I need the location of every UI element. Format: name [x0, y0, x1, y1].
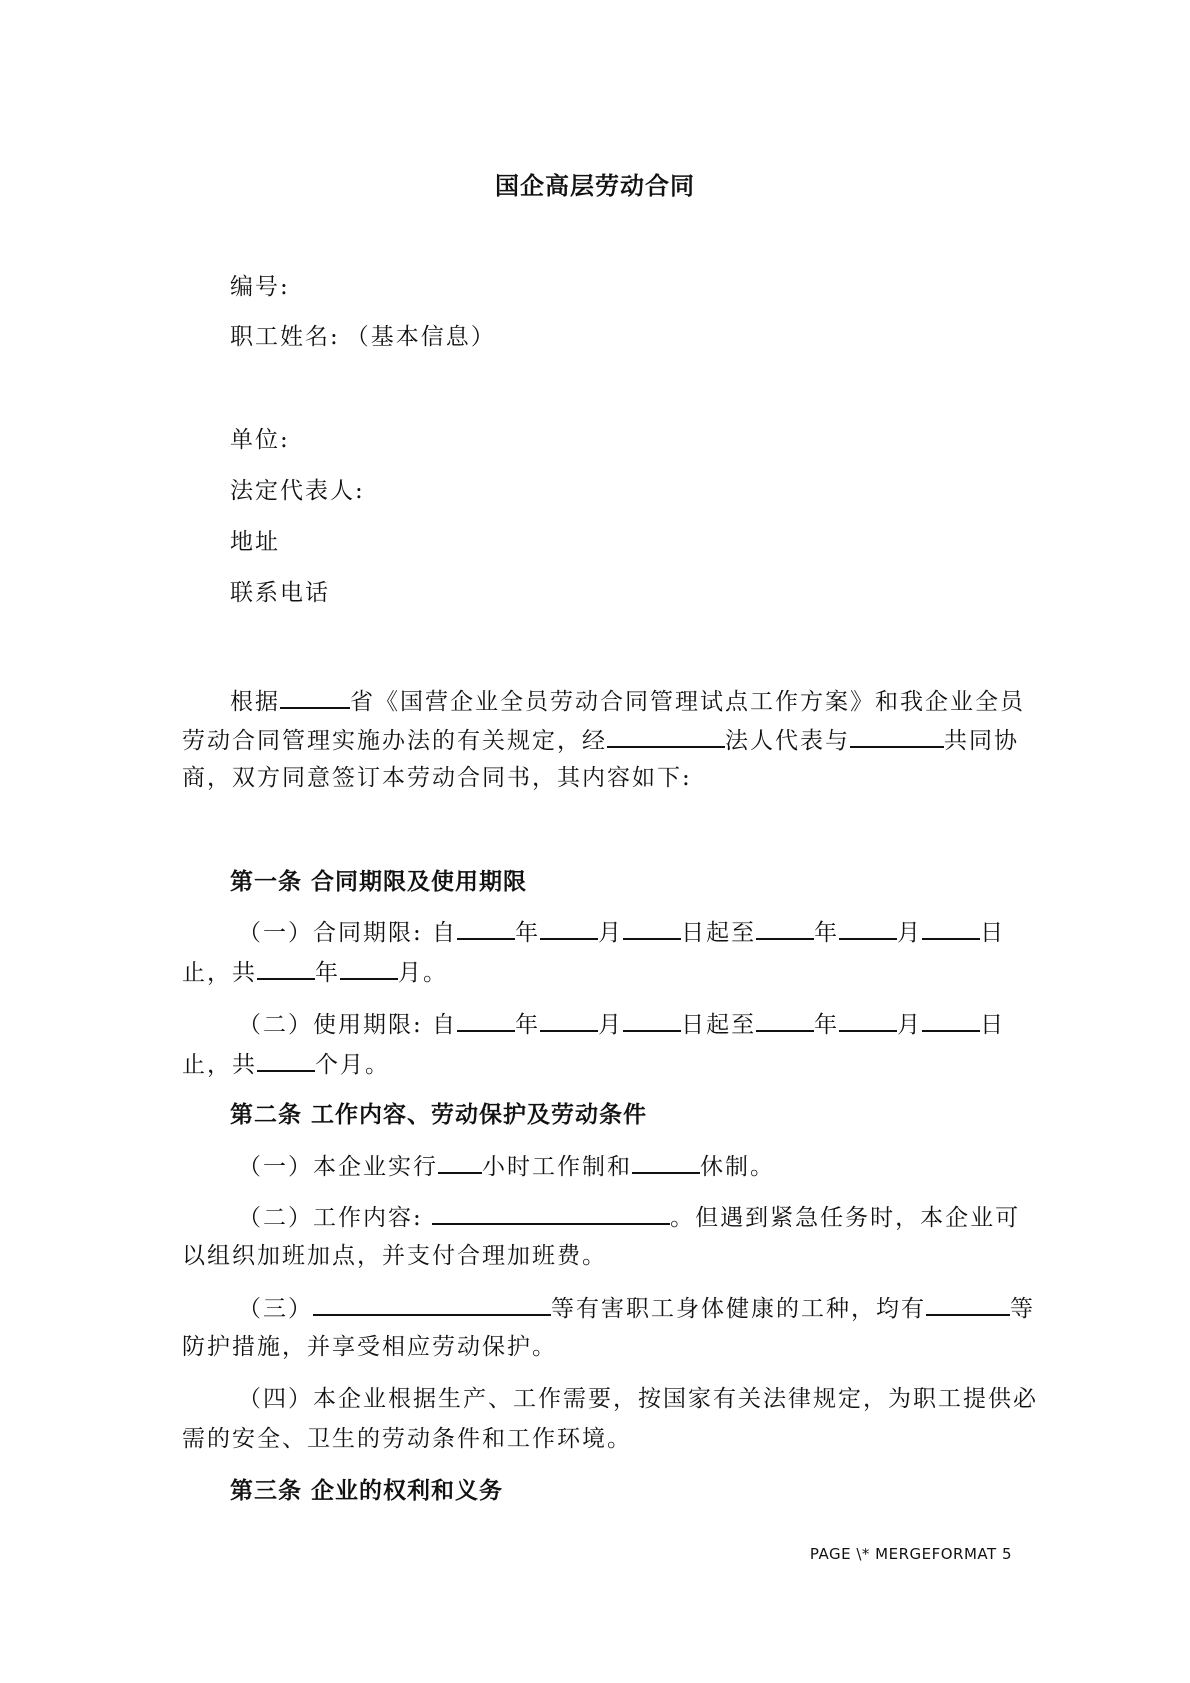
clause-text: 止，共 — [182, 960, 257, 986]
date-blank — [623, 916, 681, 940]
basic-info-note: （基本信息） — [345, 324, 496, 350]
clause-text: 年 — [515, 920, 541, 946]
clause-text: 年 — [814, 1012, 840, 1038]
preamble-line-1 — [230, 685, 1025, 717]
clause-text: （一）合同期限: 自 — [238, 920, 458, 946]
article-2-item-3-line-2: 防护措施，并享受相应劳动保护。 — [182, 1334, 557, 1360]
clause-text: （二）使用期限: 自 — [238, 1012, 458, 1038]
clause-text: 。但遇到紧急任务时，本企业可 — [670, 1205, 1021, 1231]
number-label: 编号: — [230, 274, 290, 300]
clause-text: 日 — [980, 920, 1006, 946]
clause-text: （一）本企业实行 — [238, 1154, 438, 1180]
rest-days-blank — [632, 1150, 700, 1174]
clause-text: 月 — [598, 1012, 624, 1038]
date-blank — [540, 916, 598, 940]
preamble-text: 共同协 — [944, 728, 1019, 754]
clause-text: 月。 — [398, 960, 448, 986]
article-2-item-4-line-1: （四）本企业根据生产、工作需要，按国家有关法律规定，为职工提供必 — [238, 1386, 1038, 1412]
date-blank — [839, 916, 897, 940]
clause-text: 月 — [897, 1012, 923, 1038]
clause-text: 等 — [1010, 1296, 1035, 1322]
date-blank — [756, 916, 814, 940]
date-blank — [922, 916, 980, 940]
date-blank — [839, 1008, 897, 1032]
article-2-item-2-line-1 — [238, 1201, 1020, 1233]
clause-text: 月 — [598, 920, 624, 946]
clause-text: 小时工作制和 — [482, 1154, 632, 1180]
clause-text: （二）工作内容: — [238, 1205, 433, 1231]
page-footer: PAGE \* MERGEFORMAT 5 — [809, 1545, 1012, 1563]
article-1-heading: 第一条 合同期限及使用期限 — [230, 868, 528, 895]
hours-blank — [438, 1150, 482, 1174]
duration-blank — [340, 956, 398, 980]
date-blank — [540, 1008, 598, 1032]
clause-text: 休制。 — [700, 1154, 775, 1180]
date-blank — [756, 1008, 814, 1032]
clause-text: （三） — [238, 1296, 313, 1322]
clause-text: 年 — [515, 1012, 541, 1038]
unit-label: 单位: — [230, 427, 290, 453]
preamble-text: 省《国营企业全员劳动合同管理试点工作方案》和我企业全员 — [350, 689, 1025, 715]
article-1-item-1-line-1 — [238, 916, 1005, 948]
enterprise-blank — [607, 724, 725, 748]
province-blank — [280, 685, 350, 709]
article-2-item-1 — [238, 1150, 775, 1182]
preamble-text: 根据 — [230, 689, 280, 715]
duration-blank — [257, 1048, 315, 1072]
preamble-text: 劳动合同管理实施办法的有关规定，经 — [182, 728, 607, 754]
article-3-heading: 第三条 企业的权利和义务 — [230, 1477, 504, 1504]
date-blank — [457, 1008, 515, 1032]
article-2-item-3-line-1 — [238, 1292, 1035, 1324]
address-label: 地址 — [230, 529, 280, 555]
article-2-heading: 第二条 工作内容、劳动保护及劳动条件 — [230, 1101, 648, 1128]
staff-name-label: 职工姓名: — [230, 324, 340, 350]
clause-text: 等有害职工身体健康的工种，均有 — [551, 1296, 926, 1322]
staff-name-line — [230, 322, 496, 352]
date-blank — [922, 1008, 980, 1032]
clause-text: 日 — [980, 1012, 1006, 1038]
clause-text: 月 — [897, 920, 923, 946]
clause-text: 年 — [315, 960, 340, 986]
clause-text: 年 — [814, 920, 840, 946]
hazard-blank — [313, 1292, 551, 1316]
legal-rep-label: 法定代表人: — [230, 478, 365, 504]
article-1-item-2-line-1 — [238, 1008, 1005, 1040]
job-content-blank — [432, 1201, 670, 1225]
preamble-line-2 — [182, 724, 1019, 756]
phone-label: 联系电话 — [230, 580, 330, 606]
date-blank — [457, 916, 515, 940]
preamble-line-3: 商，双方同意签订本劳动合同书，其内容如下: — [182, 765, 692, 791]
article-1-item-1-line-2 — [182, 956, 448, 988]
clause-text: 日起至 — [681, 1012, 757, 1038]
clause-text: 个月。 — [315, 1052, 390, 1078]
clause-text: 止，共 — [182, 1052, 257, 1078]
protection-blank — [926, 1292, 1010, 1316]
article-1-item-2-line-2 — [182, 1048, 390, 1080]
document-title: 国企高层劳动合同 — [495, 171, 695, 200]
employee-blank — [850, 724, 944, 748]
clause-text: 日起至 — [681, 920, 757, 946]
preamble-text: 法人代表与 — [725, 728, 850, 754]
date-blank — [623, 1008, 681, 1032]
duration-blank — [257, 956, 315, 980]
article-2-item-4-line-2: 需的安全、卫生的劳动条件和工作环境。 — [182, 1426, 632, 1452]
article-2-item-2-line-2: 以组织加班加点，并支付合理加班费。 — [182, 1243, 607, 1269]
